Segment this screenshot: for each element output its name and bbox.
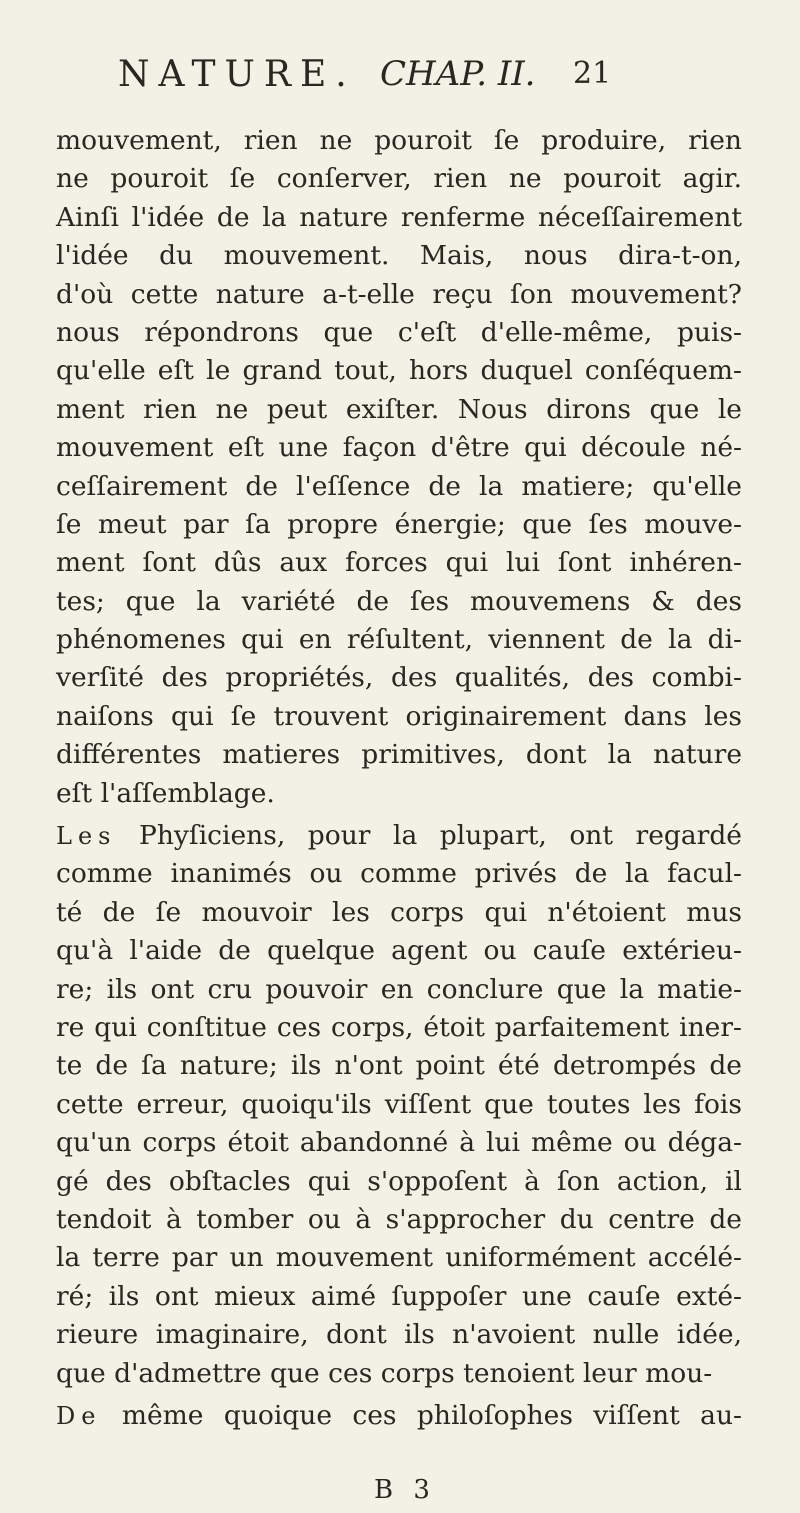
text-line: différentes matieres primitives, dont la nature	[56, 739, 742, 771]
text-line: te de ſa nature; ils n'ont point été detrompés de	[56, 1050, 742, 1082]
running-head	[118, 54, 698, 106]
text-line: ré; ils ont mieux aimé ſuppoſer une cauſe exté-	[56, 1280, 742, 1312]
paragraph-1	[56, 122, 742, 813]
text-line: ment ſont dûs aux forces qui lui ſont inhéren-	[56, 547, 742, 579]
text-line: ſe meut par ſa propre énergie; que ſes mouve-	[56, 508, 742, 540]
text-line: qu'à l'aide de quelque agent ou cauſe extérieu-	[56, 935, 742, 967]
text-line: gé des obſtacles qui s'oppoſent à ſon action, il	[56, 1165, 742, 1197]
text-line: mouvement eſt une façon d'être qui découle né-	[56, 432, 742, 464]
text-line: que d'admettre que ces corps tenoient leur mou-	[56, 1357, 713, 1389]
opening-line-rest: Phyſiciens, pour la plupart, ont regardé	[139, 820, 742, 852]
text-line: re qui conſtitue ces corps, étoit parfaitement iner-	[56, 1011, 742, 1043]
opening-word: De	[56, 1401, 102, 1430]
text-line: naiſons qui ſe trouvent originairement dans les	[56, 700, 742, 732]
text-line: re; ils ont cru pouvoir en conclure que la matie-	[56, 973, 742, 1005]
text-line: phénomenes qui en réſultent, viennent de la di-	[56, 624, 742, 656]
opening-line-rest: même quoique ces philoſophes viſſent au-	[121, 1399, 742, 1431]
text-line: ne pouroit ſe conſerver, rien ne pouroit agir.	[56, 163, 742, 195]
chapter-label: CHAP. II.	[380, 54, 536, 94]
body-text	[56, 122, 742, 1435]
text-line: ment rien ne peut exiſter. Nous dirons que le	[56, 393, 742, 425]
text-line: eſt l'aſſemblage.	[56, 777, 275, 809]
text-line: tes; que la variété de ſes mouvemens & des	[56, 585, 742, 617]
paragraph-3	[56, 1397, 742, 1435]
text-line: ceſſairement de l'eſſence de la matiere; qu'elle	[56, 470, 742, 502]
opening-word: Les	[56, 822, 117, 851]
signature-mark: B 3	[374, 1475, 436, 1505]
text-line: rieure imaginaire, dont ils n'avoient nulle idée,	[56, 1319, 742, 1351]
text-line: comme inanimés ou comme privés de la facul-	[56, 858, 742, 890]
text-line: mouvement, rien ne pouroit ſe produire, rien	[56, 125, 742, 156]
text-line: l'idée du mouvement. Mais, nous dira-t-on,	[56, 240, 742, 272]
text-line: nous répondrons que c'eſt d'elle-même, puis-	[56, 316, 742, 348]
text-line: la terre par un mouvement uniformément accélé-	[56, 1242, 742, 1274]
text-line: verſité des propriétés, des qualités, des combi-	[56, 662, 742, 694]
text-line-opening	[56, 1397, 742, 1435]
text-line: qu'un corps étoit abandonné à lui même ou déga-	[56, 1127, 742, 1159]
page-number: 21	[573, 56, 612, 91]
running-title: NATURE.	[118, 54, 356, 95]
text-line-opening	[56, 817, 742, 855]
text-line: tendoit à tomber ou à s'approcher du centre de	[56, 1203, 742, 1235]
text-line: Ainſi l'idée de la nature renferme néceſſairement	[56, 201, 742, 233]
text-line: qu'elle eſt le grand tout, hors duquel conſéquem-	[56, 355, 742, 387]
text-line: té de ſe mouvoir les corps qui n'étoient mus	[56, 896, 742, 928]
text-line: d'où cette nature a-t-elle reçu ſon mouvement?	[56, 278, 742, 310]
paragraph-2	[56, 817, 742, 1393]
text-line: cette erreur, quoiqu'ils viſſent que toutes les fois	[56, 1088, 742, 1120]
